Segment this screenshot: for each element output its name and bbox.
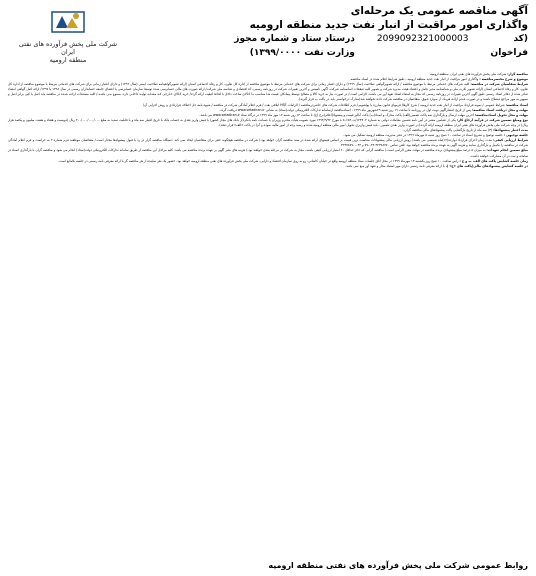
financial-opening-paragraph [8, 164, 528, 169]
approval-text: درستاد ستاد و شماره مجوز وزارت نفت ۱۳۹۹/۰۰۰۰) [234, 34, 355, 58]
receive-deadline-text: پس از تاریخ انتشارآگهی نوبت اول در روزنامه تا ساعت ۱۹ روز شنبه ۲۹شهریور ماه ۱۳۹۹ ، اسنادمناقصه ازسامانه تدارکات الکترونیکی دولت(ستاد) به نشانی www.setadiran.ir دریافت گردد. [219, 107, 471, 112]
eligibility-paragraph [8, 82, 528, 102]
notice-title: آگهی مناقصه عمومی یک مرحله‌ای [350, 5, 528, 17]
documents-text: شرایط عمومی / نمونه قرارداد مراقبت از انبار نفت جدید ارومیه / شرح کارها/ فرمهای قانون مبارزه با پولشویی/ فرم اطلاعات شرکت های حاضردرمناقصه / الزامات HSE ابلاغی نفت / فرم اعلام آمادگی شرکت در مناقصه / شیوه نامه حل اختلاف قراردادی و روش اجرایی آن/ [142, 102, 505, 107]
public-relations-signature: روابط عمومی شرکت ملی پخش فرآورده های نفتی منطقه ارومیه [268, 561, 528, 570]
financial-opening-label: در جلسه گشایش پیشنهادهای مالی(پاکت های «ج» )، [445, 163, 528, 168]
titles-block [228, 4, 528, 60]
tender-code-line [228, 32, 528, 60]
performance-guarantee-text: به میزان ۵ درصد مبلغ پیشنهادی برنده مناقصه در مهلت مقرر الزامی است./ مناقصه گرانی که حائز حداقل ۶۰ امتیاز ارزیابی کیفی باشند، مجاز به شرکت در مرحله بعدی خواهند بود./ هزینه های نشر آگهی بر عهده برنده مناقصه می باشد. کلیه مراحل این مناقصه از طریق سامانه تدارکات الکترونیکی دولت(ستاد) انجام می شود و مناقصه گران با بارگذاری اسناد در سامانه و ثبت در آن مشارکت خواهند داشت. [8, 148, 528, 158]
submit-deadline-label: مهلت و محل تحویل اسنادمناقصه: [474, 112, 528, 117]
performance-guarantee-label: مبلغ تضمین انجام تعهدات: [486, 148, 529, 153]
validity-label: مدت اعتبار پیشنهادها: [493, 128, 528, 133]
eligibility-text: کلیه شرکت های خدماتی مرتبط با موضوع مناقصه / ارائه تصویرگواهی صلاحیت (سال ۱۳۹۹) و دارای اعتبار زمانی برای شرکت های خدماتی مرتبط با موضوع مناقصه از اداره کل تعاون، کار و رفاه اجتماعی استان /ارائه تصویرگواهینامه صلاحیت ایمنی (سال ۱۳۹۹) و دارای اعتبار زمانی برای شرکت های خدماتی مرتبط با موضوع مناقصه از اداره کل تعاون، کار و رفاه اجتماعی استان /ارائه تصویر کارت ملی و شناسنامه مدیر عامل و اعضاء هیئت مدیره شرکت و تصویر کلیه صفحات اساسنامه شرکت، آگهی تاسیس و آخرین تغییرات شرکت در روزنامه رسمی، کد اقتصادی و شناسه ملی شرکت/ ارائه صورت های مالی حسابرسی شده توسط سازمان حسابرسی یا اعضای جامعه حسابداران رسمی در سال ۱۳۹۸ یا ۱۳۹۷/ ارائه اصل گواهی امضاء صادر شده از دفاتر اسناد رسمی طبق آگهی آخرین تغییرات در روزنامه رسمی که مجاز به امضاء اسناد تعهد آور می باشند، الزامی است./ در صورت نیاز به خرید کالا و مصالح توسط پیمانکار، قیمت هـا متناسب بـا کـالای ساخت داخل با لحاظ کیفیت ارائه گردد/ خرید کـالای خـارجی کـه مشـابه تولیـد داخلـی دارد، ممنوع مـی باشـد./ کلیه مستندات ارائـه شـده در مناقصه باید اصل یا کپی برابر اصل و ممهور به مهر مراجع ذیصلاح باشند و در صورت عـدم ارائـه هریـک از مـوارد فـوق، متقاضیان در مناقصه شرکت داده نخواهند شد(مدارک درخواستی باید در پاکت ب قرار گیرند). [8, 82, 528, 102]
oil-company-emblem-icon [46, 4, 90, 40]
opening-session-label: زمان جلسه گشایش پاکت های الف، ب و ج : [459, 158, 528, 163]
evaluation-text: مدت زمان اجرای قرارداد دوازده(۱۲)ماه شمسی می باشد./ روش ارزیابی مالی پیشنهادات متناسب ترین قیمت بر اساس قیمتهای ارائه شده در سند مناقصه گران خواهد بود./ شرکت در مناقصه هیچگونه حقی برای متقاضیان ایجاد نمی کند. دستگاه مناقصه گزار در رد یا قبول پیشنهادها مختار است./ متقاضیان موظفند فرم شماره ۲ به حراست و فرم اعلام آمادگی شرکت در مناقصه را تکمیل و بارگذاری نمایند و هزینه آگهی به عهده برنده مناقصه خواهد بود. تلفن تماس ۳۲۳۷۸۷۷۰-۰۴۴-۷۷ و ۰۴۴-۳۲۳۷۸۷۷۰ [8, 138, 528, 148]
briefing-label: جلسه توجیهی : [503, 133, 528, 138]
code-value: 2099092321000003 [376, 34, 469, 44]
documents-label: اسناد مناقصه: [505, 102, 528, 107]
notice-body [8, 72, 528, 572]
subject-text: واگذاری امور مراقبت از انبار نفت جدید منطقه ارومیه ، طبق شرایط اعلام شده در اسناد مناقصه. [349, 77, 479, 82]
code-label: (کد فراخوان [490, 34, 528, 58]
performance-guarantee-paragraph [8, 148, 528, 158]
submit-deadline-text: آخرین مهلت ارسال و بارگذاری سه پاکت تضمین(الف) پاکت مدارک و اسناد(ب) پاکت آنالیز قیمت و پیشنهاد(اعلام)نرخ (ج) تا ساعت ۱۴ روز شنبه ۱۲ مهر ماه ۱۳۹۹ در درگاه ستاد www.setadiran.ir می باشد. [199, 112, 474, 117]
guarantee-label: نوع ومبلغ تضمین شرکت در فرآیند ارجاع کار: [457, 117, 528, 122]
company-logo [12, 4, 124, 66]
notice-subtitle: واگذاری امور مراقبت از انبار نفت جدید منطقه ارومیه [249, 19, 528, 31]
logo-company-name: شرکت ملی پخش فرآورده های نفتی ایران [18, 40, 118, 56]
header [8, 4, 528, 70]
eligibility-label: شرایط متقاضیان شرکت در مناقصه: [470, 82, 528, 87]
briefing-text: جلسه توضیح و تشریح اسناد در ساعت ۱۰ صبح روز شنبه ۵ مهرماه ۱۳۹۹ در دفتر مدیریت منطقه ارومیه تشکیل می شود. [343, 133, 503, 138]
guarantee-text: یکی از تضامین معتبر در آیین نامه تضمین معاملات دولتی به شماره ۱۲۳۴۰۲/ت ۵۰۶۵۹ ه مورخ ۱۳۹۴/۹/۲۲ مورد تصویب هیأت محترم وزیران یا ضمانت نامه بانکی(از بانک های مجاز کشور) یا فیش واریز نقدی به حساب بانک با تاریخ اعتبار سه ماه و با قابلیت تمدید به مبلغ ۴۰۰/۰۰۰/۰۰۰/۰۰۰ ریال (دویست و هفتاد و هشت میلیون و یکصد هزار ریال) در وجه شرکت ملی پخش فرآورده های نفتی ایران منطقه ارومیه ارائه گردد.(در صورت واریز نقدی تضمین ، باید فیش واریزی تحویل امور مالی منطقه ارومیه شده و رسید وجه از امور مالیه نموده و آنرا در پاکت «الف» قرار دهند). [8, 117, 528, 127]
receive-deadline-label: مهلت و محل دریافت اسناد مناقصه: [472, 107, 528, 112]
logo-region-name: منطقه ارومیه [49, 56, 87, 64]
tenderer-text: شرکت ملی پخش فرآورده های نفتی ایران -منطقه ارومیه [430, 72, 507, 76]
evaluation-label: شرایط ارزیابی کیفی: [493, 138, 529, 143]
subject-label: موضوع و شرح مختصرمناقصه : [479, 77, 528, 82]
validity-text: (۳) سه ماه از تاریخ بازگشایی پاکت پیشنهادهای مالی مناقصه گران. [403, 128, 493, 133]
guarantee-paragraph [8, 118, 528, 128]
evaluation-paragraph [8, 138, 528, 148]
financial-opening-text: با ارائه معرفی نامه رسمی دارای مهر امضاء مجاز و تعهد آور منع نمی باشد. [345, 163, 445, 168]
opening-session-text: راس ساعت ۱۰ صبح روز یکشنبه ۱۳ مهرماه ۱۳۹۹ در محل اتاق جلسات ستاد منطقه ارومیه واقع در خیابان کاشانی، رو به روی سازمان اقتصاد و دارایی، شرکت ملی پخش فرآورده های نفتی منطقه ارومیه خواهد بود. حضور یک نفر نماینده از هر مناقصه گر با ارائه معرفی نامه رسمی در جلسه بلامانع است. [58, 158, 459, 163]
tenderer-label: مناقصه گزار: [507, 72, 528, 76]
